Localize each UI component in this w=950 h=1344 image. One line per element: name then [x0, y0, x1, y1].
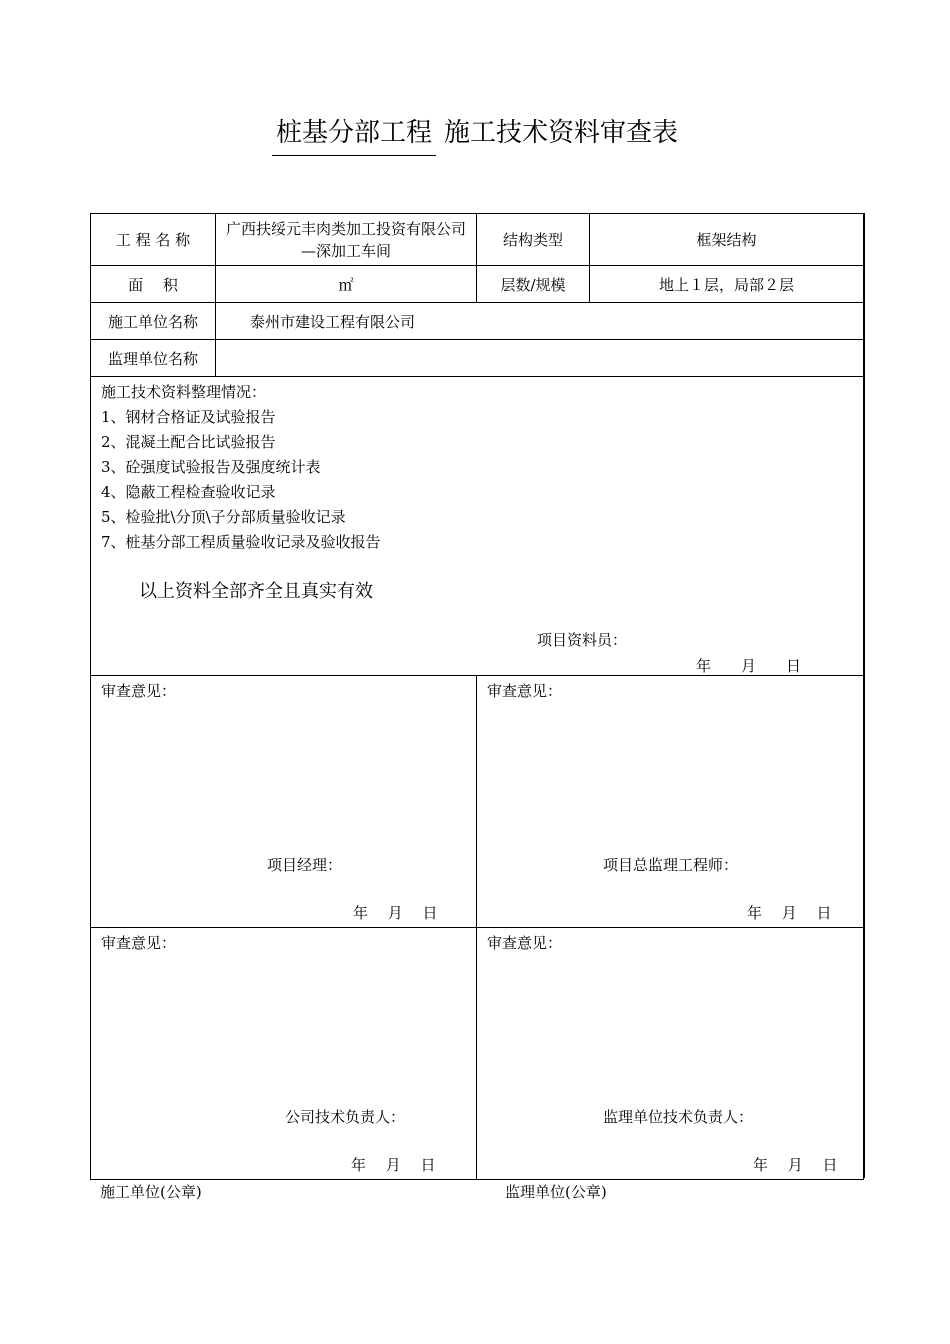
- supervisor-label: 监理单位名称: [91, 340, 216, 377]
- supervisor-tech-lead-label: 监理单位技术负责人：: [603, 1108, 754, 1126]
- structure-type-label: 结构类型: [477, 214, 590, 266]
- sheet-item: 1、钢材合格证及试验报告: [101, 408, 276, 426]
- row-constructor: [91, 303, 864, 340]
- table-right-edge: [863, 213, 865, 1178]
- row-review-2: [91, 928, 864, 1180]
- sheet-conclusion: 以上资料全部齐全且真实有效: [139, 581, 373, 602]
- review-project-manager: [91, 676, 476, 927]
- review-heading: 审查意见：: [487, 934, 563, 952]
- supervisor-seal-label: 监理单位(公章): [505, 1183, 607, 1201]
- review-heading: 审查意见：: [101, 682, 177, 700]
- constructor-seal-label: 施工单位(公章): [100, 1183, 202, 1201]
- project-name-label: 工 程 名 称: [91, 214, 216, 266]
- review-company-tech-lead: [91, 928, 476, 1179]
- page-title: [0, 112, 950, 156]
- project-manager-label: 项目经理：: [267, 856, 343, 874]
- project-name-value: 广西扶绥元丰肉类加工投资有限公司—深加工车间: [216, 214, 477, 266]
- review-form-table: [90, 213, 864, 1180]
- supervisor-value: [216, 340, 864, 377]
- review-date-label: 年 月 日: [747, 904, 832, 922]
- sheet-item: 4、隐蔽工程检查验收记录: [101, 483, 276, 501]
- title-part-2: 施工技术资料审查表: [444, 118, 679, 148]
- row-review-1: [91, 676, 864, 928]
- row-supervisor: [91, 340, 864, 377]
- row-sheet-status: [91, 377, 864, 676]
- row-project-name: [91, 214, 864, 266]
- sheet-item: 2、混凝土配合比试验报告: [101, 433, 276, 451]
- constructor-value: 泰州市建设工程有限公司: [216, 303, 864, 340]
- sheet-item: 5、检验批\分顶\子分部质量验收记录: [101, 508, 346, 526]
- clerk-date-label: 年 月 日: [696, 657, 802, 675]
- title-part-1: 桩基分部工程: [272, 112, 436, 156]
- review-heading: 审查意见：: [487, 682, 563, 700]
- company-tech-lead-label: 公司技术负责人：: [285, 1108, 406, 1126]
- constructor-label: 施工单位名称: [91, 303, 216, 340]
- sheet-heading: 施工技术资料整理情况：: [101, 383, 267, 401]
- review-heading: 审查意见：: [101, 934, 177, 952]
- review-date-label: 年 月 日: [753, 1156, 838, 1174]
- sheet-item: 3、砼强度试验报告及强度统计表: [101, 458, 321, 476]
- review-date-label: 年 月 日: [351, 1156, 436, 1174]
- floors-value: 地上１层，局部２层: [590, 266, 864, 303]
- clerk-signature-label: 项目资料员：: [537, 631, 628, 649]
- chief-supervisor-label: 项目总监理工程师：: [603, 856, 739, 874]
- sheet-status-block: [91, 377, 863, 675]
- review-supervisor-tech-lead: [477, 928, 863, 1179]
- row-area: [91, 266, 864, 303]
- area-label: 面 积: [91, 266, 216, 303]
- sheet-item: 7、桩基分部工程质量验收记录及验收报告: [101, 533, 381, 551]
- review-chief-supervisor: [477, 676, 863, 927]
- structure-type-value: 框架结构: [590, 214, 864, 266]
- area-value: ㎡: [216, 266, 477, 303]
- floors-label: 层数/规模: [477, 266, 590, 303]
- review-date-label: 年 月 日: [353, 904, 438, 922]
